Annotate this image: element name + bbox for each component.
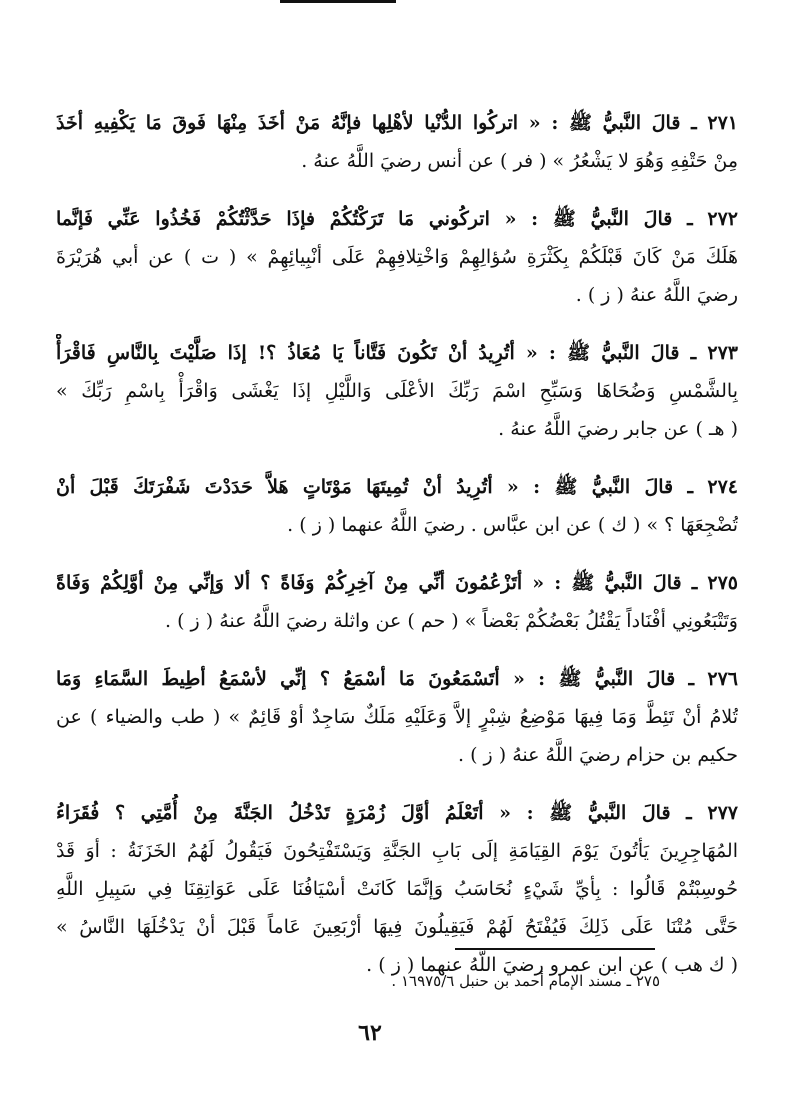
top-rule <box>280 0 396 3</box>
hadith-274-line-2: تُضْجِعَهَا ؟ » ( ك ) عن ابن عبَّاس . رضيَ اللَّهُ عنهما ( ز ) . <box>287 514 738 536</box>
hadith-text-block <box>56 104 738 1004</box>
hadith-275-line-2: وَتَتْبَعُونِي أفْنَاداً يَقْتُلُ بَعْضُكُمْ بَعْضاً » ( حم ) عن واثلة رضيَ اللَّهُ عنهُ ( ز ) . <box>165 610 738 632</box>
hadith-277-line-4: حَتَّى مُتْنَا عَلَى ذَلِكَ فَيُفْتَحُ لَهُمْ فَيَقِيلُونَ فِيهَا أرْبَعِينَ عَاماً قَبْلَ أنْ يَدْخُلَهَا النَّاسُ » <box>56 916 738 938</box>
hadith-273-line-2: بِالشَّمْسِ وَضُحَاهَا وَسَبِّحِ اسْمَ رَبِّكَ الأعْلَى وَاللَّيْلِ إذَا يَغْشَى وَاقْرَأْ بِاسْمِ رَبِّكَ » <box>56 380 738 402</box>
hadith-276 <box>56 660 738 774</box>
hadith-272-line-3: رضيَ اللَّهُ عنهُ ( ز ) . <box>575 284 738 306</box>
hadith-273-line-3: ( هـ ) عن جابر رضيَ اللَّهُ عنهُ . <box>498 418 738 440</box>
hadith-277-line-1: ٢٧٧ ـ قالَ النَّبيُّ ﷺ : « أتَعْلَمُ أوَّلَ زُمْرَةٍ تَدْخُلُ الجَنَّةَ مِنْ أُمَّتِي ؟ فُقَرَاءُ <box>56 802 738 824</box>
hadith-276-line-3: حكيم بن حزام رضيَ اللَّهُ عنهُ ( ز ) . <box>458 744 738 766</box>
hadith-276-line-1: ٢٧٦ ـ قالَ النَّبيُّ ﷺ : « أتَسْمَعُونَ مَا أسْمَعُ ؟ إنِّي لأسْمَعُ أطِيطَ السَّمَاءِ وَمَا <box>56 668 738 690</box>
footnote-rule <box>455 948 655 950</box>
page-number: ٦٢ <box>358 1020 382 1046</box>
hadith-272-line-1: ٢٧٢ ـ قالَ النَّبيُّ ﷺ : « اتركُوني مَا تَرَكْتُكُمْ فإذَا حَدَّثْتُكُمْ فَخُذُوا عَنِّي فَإنَّما <box>56 208 738 230</box>
hadith-276-line-2: تُلامُ أنْ تَئِطَّ وَمَا فِيهَا مَوْضِعُ شِبْرٍ إلاَّ وَعَلَيْهِ مَلَكٌ سَاجِدٌ أوْ قَائِمٌ » ( طب والضياء ) عن <box>56 706 738 728</box>
hadith-275-line-1: ٢٧٥ ـ قالَ النَّبيُّ ﷺ : « أتَزْعُمُونَ أنِّي مِنْ آخِرِكُمْ وَفَاةً ؟ ألا وَإنِّي مِنْ أوَّلِكُمْ وَفَاةً <box>56 572 738 594</box>
hadith-271-line-1: ٢٧١ ـ قالَ النَّبيُّ ﷺ : « اتركُوا الدُّنْيا لأهْلِها فإنَّهُ مَنْ أخَذَ مِنْهَا فَوقَ مَا يَكْفِيهِ أخَذَ <box>56 112 738 134</box>
hadith-272 <box>56 200 738 314</box>
hadith-272-line-2: هَلَكَ مَنْ كَانَ قَبْلَكُمْ بِكَثْرَةِ سُؤالِهِمْ وَاخْتِلافِهِمْ عَلَى أنْبِيائِهِمْ » ( ت ) عن أبي هُرَيْرَةَ <box>56 246 738 268</box>
hadith-271 <box>56 104 738 180</box>
hadith-277-line-5: ( ك هب ) عن ابن عمرو رضيَ اللَّهُ عنهما ( ز ) . <box>366 954 738 976</box>
footnote: ٢٧٥ ـ مسند الإمام أحمد بن حنبل ١٦٩٧٥/٦ . <box>391 972 660 990</box>
hadith-277 <box>56 794 738 984</box>
hadith-273-line-1: ٢٧٣ ـ قالَ النَّبيُّ ﷺ : « أتُرِيدُ أنْ تَكُونَ فَتَّاناً يَا مُعَاذُ ؟! إذَا صَلَّيْتَ بِالنَّاسِ فَاقْرَأْ <box>56 342 738 364</box>
hadith-277-line-2: المُهَاجِرِينَ يَأتُونَ يَوْمَ القِيَامَةِ إلَى بَابِ الجَنَّةِ وَيَسْتَفْتِحُونَ فَيَقُولُ لَهُمُ الخَزَنَةُ : أوَ قَدْ <box>56 840 738 862</box>
hadith-275 <box>56 564 738 640</box>
hadith-273 <box>56 334 738 448</box>
hadith-271-line-2: مِنْ حَتْفِهِ وَهُوَ لا يَشْعُرُ » ( فر ) عن أنس رضيَ اللَّهُ عنهُ . <box>301 150 738 172</box>
hadith-274-line-1: ٢٧٤ ـ قالَ النَّبيُّ ﷺ : « أتُرِيدُ أنْ تُمِيتَهَا مَوْتَاتٍ هَلاَّ حَدَدْتَ شَفْرَتَكَ قَبْلَ أنْ <box>56 476 738 498</box>
hadith-277-line-3: حُوسِبْتُمْ قَالُوا : بِأيِّ شَيْءٍ نُحَاسَبُ وَإنَّمَا كَانَتْ أسْيَافُنَا عَلَى عَوَاتِقِنَا فِي سَبِيلِ اللَّهِ <box>56 878 738 900</box>
hadith-274 <box>56 468 738 544</box>
